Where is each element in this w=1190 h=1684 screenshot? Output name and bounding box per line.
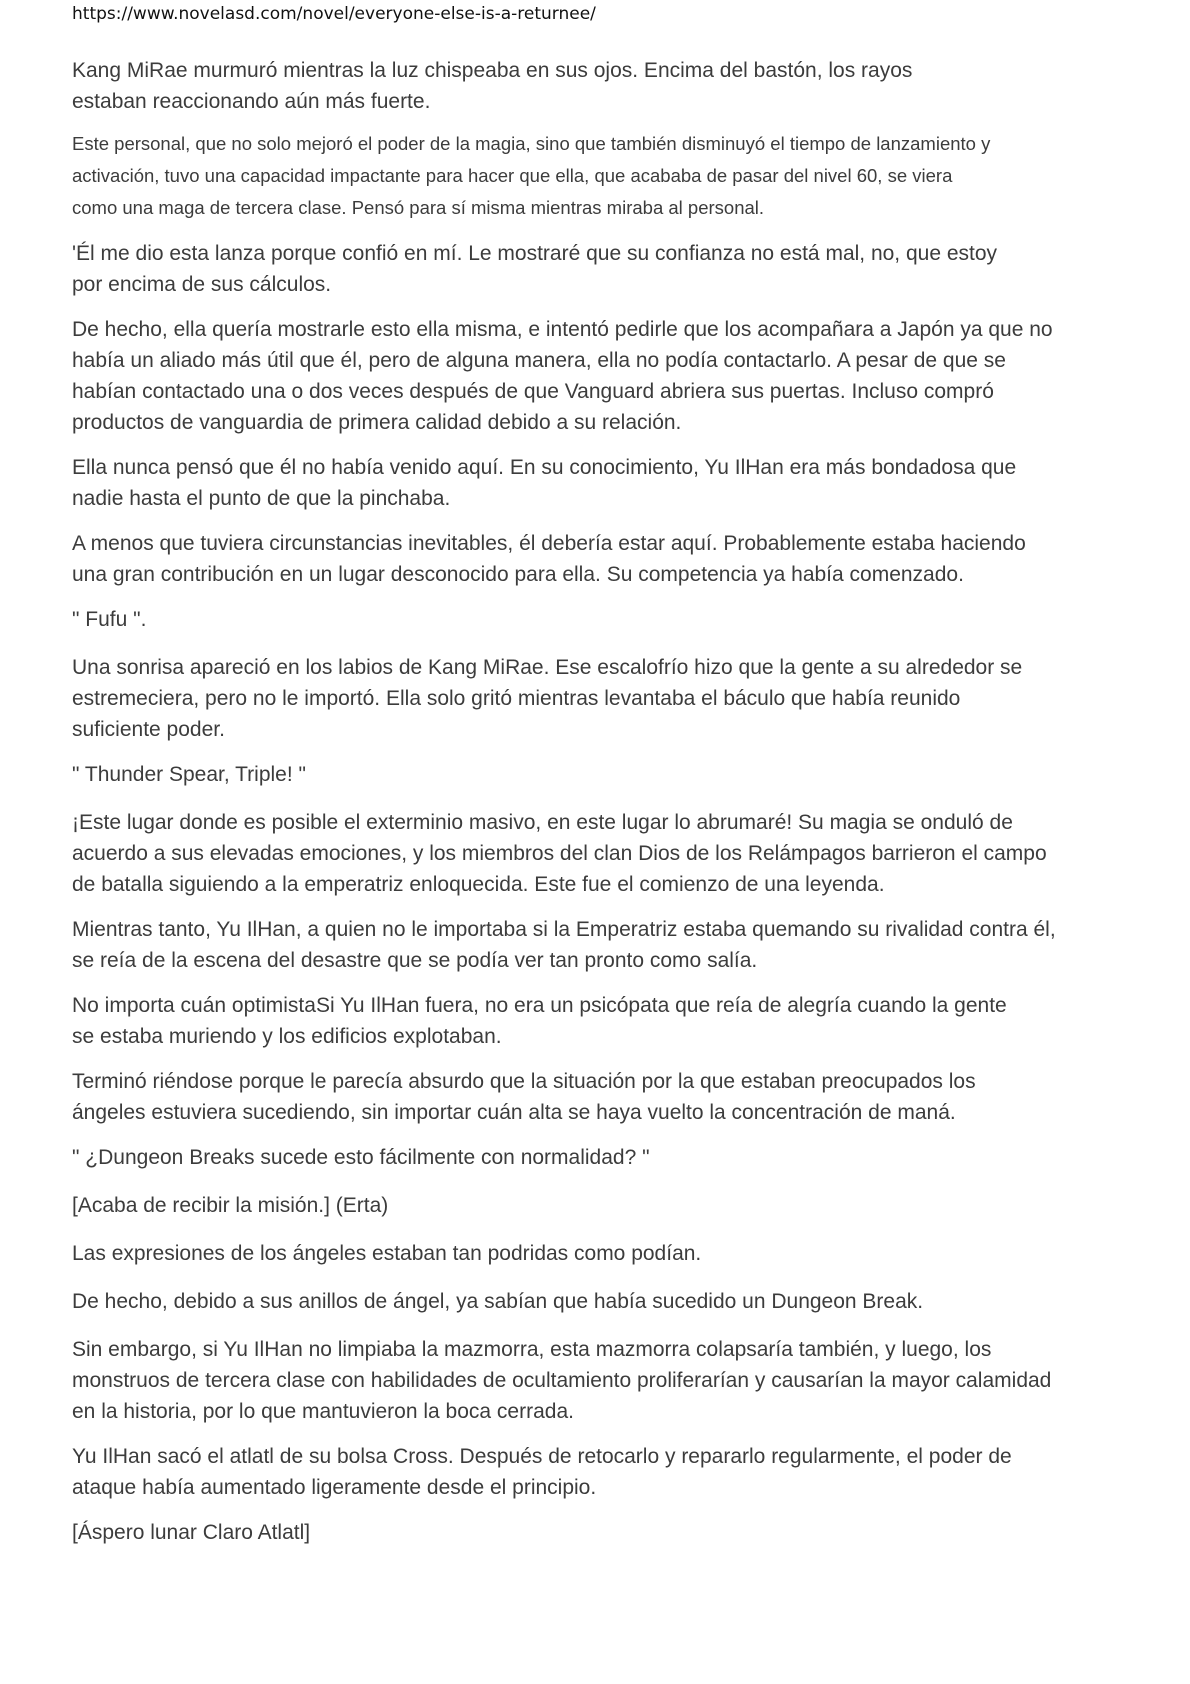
paragraph-17: De hecho, debido a sus anillos de ángel, ya sabían que había sucedido un Dungeon Break. bbox=[72, 1290, 924, 1313]
paragraph-10: ¡Este lugar donde es posible el exterminio masivo, en este lugar lo abrumaré! Su magia se onduló de acuerdo a sus elevadas emociones, y los miembros del clan Dios de los Relámpagos barrieron el campo de batalla siguiendo a la emperatriz enloquecida. Este fue el comienzo de una leyenda. bbox=[72, 811, 1047, 896]
paragraph-16: Las expresiones de los ángeles estaban tan podridas como podían. bbox=[72, 1242, 702, 1265]
paragraph-2: Este personal, que no solo mejoró el poder de la magia, sino que también disminuyó el tiempo de lanzamiento y activación, tuvo una capacidad impactante para hacer que ella, que acababa de pasar del nivel 60, se viera como una maga de tercera clase. Pensó para sí misma mientras miraba al personal. bbox=[72, 133, 991, 218]
paragraph-8: Una sonrisa apareció en los labios de Kang MiRae. Ese escalofrío hizo que la gente a su alrededor se estremeciera, pero no le importó. Ella solo gritó mientras levantaba el báculo que había reunido suficiente poder. bbox=[72, 656, 1023, 741]
paragraph-9: " Thunder Spear, Triple! " bbox=[72, 763, 306, 786]
paragraph-4: De hecho, ella quería mostrarle esto ella misma, e intentó pedirle que los acompañara a Japón ya que no había un aliado más útil que él, pero de alguna manera, ella no podía contactarlo. A pesar de que se habían contactado una o dos veces después de que Vanguard abriera sus puertas. Incluso compró productos de vanguardia de primera calidad debido a su relación. bbox=[72, 318, 1053, 434]
paragraph-19: Yu IlHan sacó el atlatl de su bolsa Cross. Después de retocarlo y repararlo regularmente, el poder de ataque había aumentado ligeramente desde el principio. bbox=[72, 1445, 1012, 1499]
paragraph-1: Kang MiRae murmuró mientras la luz chispeaba en sus ojos. Encima del bastón, los rayos estaban reaccionando aún más fuerte. bbox=[72, 59, 913, 113]
paragraph-7: " Fufu ". bbox=[72, 608, 147, 631]
page-url: https://www.novelasd.com/novel/everyone-else-is-a-returnee/ bbox=[72, 4, 596, 24]
chapter-text bbox=[72, 55, 1122, 1548]
paragraph-6: A menos que tuviera circunstancias inevitables, él debería estar aquí. Probablemente estaba haciendo una gran contribución en un lugar desconocido para ella. Su competencia ya había comenzado. bbox=[72, 532, 1026, 586]
paragraph-14: " ¿Dungeon Breaks sucede esto fácilmente con normalidad? " bbox=[72, 1146, 650, 1169]
paragraph-18: Sin embargo, si Yu IlHan no limpiaba la mazmorra, esta mazmorra colapsaría también, y luego, los monstruos de tercera clase con habilidades de ocultamiento proliferarían y causarían la mayor calamidad en la historia, por lo que mantuvieron la boca cerrada. bbox=[72, 1338, 1052, 1423]
paragraph-11: Mientras tanto, Yu IlHan, a quien no le importaba si la Emperatriz estaba quemando su rivalidad contra él, se reía de la escena del desastre que se podía ver tan pronto como salía. bbox=[72, 918, 1056, 972]
paragraph-12: No importa cuán optimistaSi Yu IlHan fuera, no era un psicópata que reía de alegría cuando la gente se estaba muriendo y los edificios explotaban. bbox=[72, 994, 1007, 1048]
paragraph-3: 'Él me dio esta lanza porque confió en mí. Le mostraré que su confianza no está mal, no, que estoy por encima de sus cálculos. bbox=[72, 242, 998, 296]
paragraph-5: Ella nunca pensó que él no había venido aquí. En su conocimiento, Yu IlHan era más bondadosa que nadie hasta el punto de que la pinchaba. bbox=[72, 456, 1017, 510]
paragraph-20: [Áspero lunar Claro Atlatl] bbox=[72, 1521, 311, 1544]
paragraph-13: Terminó riéndose porque le parecía absurdo que la situación por la que estaban preocupados los ángeles estuviera sucediendo, sin importar cuán alta se haya vuelto la concentración de maná. bbox=[72, 1070, 976, 1124]
paragraph-15: [Acaba de recibir la misión.] (Erta) bbox=[72, 1194, 389, 1217]
